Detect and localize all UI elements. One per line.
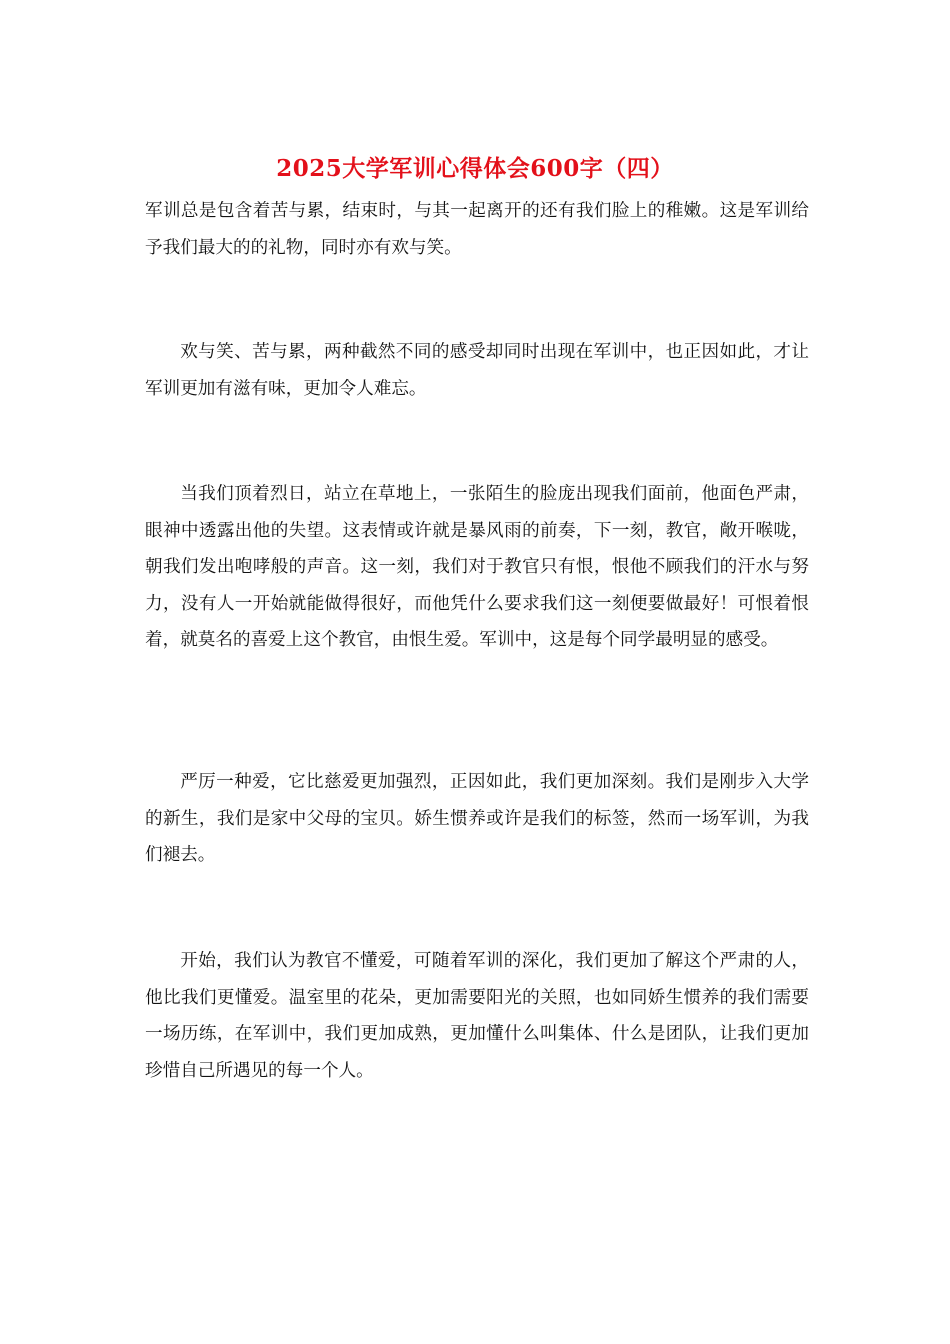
paragraph-1: 军训总是包含着苦与累，结束时，与其一起离开的还有我们脸上的稚嫩。这是军训给予我们最大的的礼物，同时亦有欢与笑。	[145, 201, 809, 258]
paragraph-2: 欢与笑、苦与累，两种截然不同的感受却同时出现在军训中，也正因如此，才让军训更加有滋有味，更加令人难忘。	[145, 342, 809, 399]
document-title: 2025大学军训心得体会600字（四）	[276, 155, 674, 182]
paragraph-3: 当我们顶着烈日，站立在草地上，一张陌生的脸庞出现我们面前，他面色严肃，眼神中透露出他的失望。这表情或许就是暴风雨的前奏，下一刻，教官，敞开喉咙，朝我们发出咆哮般的声音。这一刻，我们对于教官只有恨，恨他不顾我们的汗水与努力，没有人一开始就能做得很好，而他凭什么要求我们这一刻便要做最好！可恨着恨着，就莫名的喜爱上这个教官，由恨生爱。军训中，这是每个同学最明显的感受。	[145, 484, 809, 650]
paragraph-4: 严厉一种爱，它比慈爱更加强烈，正因如此，我们更加深刻。我们是刚步入大学的新生，我们是家中父母的宝贝。娇生惯养或许是我们的标签，然而一场军训，为我们褪去。	[145, 772, 809, 865]
paragraph-5: 开始，我们认为教官不懂爱，可随着军训的深化，我们更加了解这个严肃的人，他比我们更懂爱。温室里的花朵，更加需要阳光的关照，也如同娇生惯养的我们需要一场历练，在军训中，我们更加成熟，更加懂什么叫集体、什么是团队，让我们更加珍惜自己所遇见的每一个人。	[145, 951, 809, 1081]
